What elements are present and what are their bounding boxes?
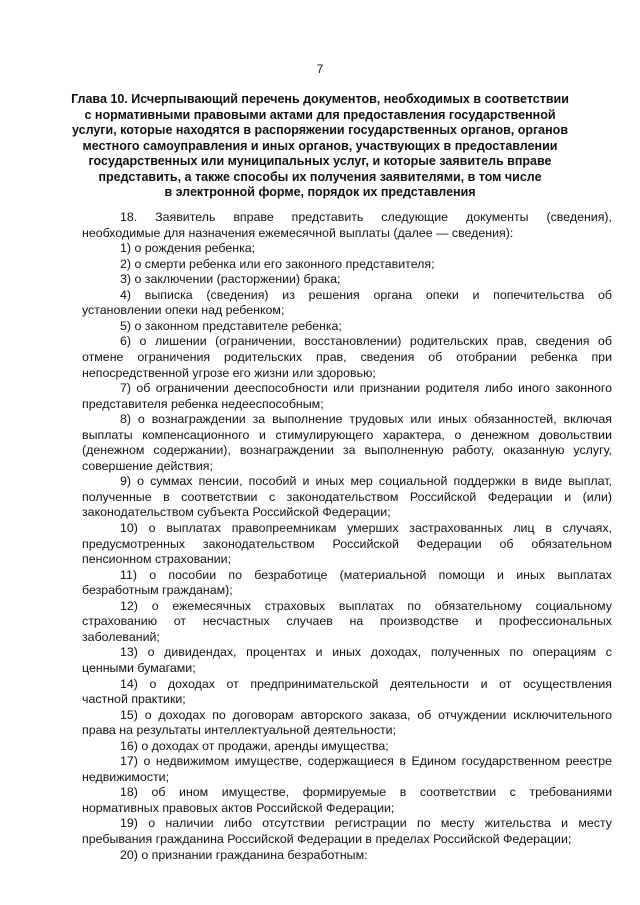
body-line: пребывания гражданина Российской Федерации в пределах Российской Федерации;: [82, 832, 572, 846]
body-line: пенсионном страховании;: [82, 552, 232, 567]
body-line: 1) о рождения ребенка;: [120, 241, 256, 256]
heading-line: местного самоуправления и иных органов, участвующих в предоставлении: [82, 138, 558, 153]
body-line: 9) о суммах пенсии, пособий и иных мер социальной поддержки в виде выплат,: [120, 474, 612, 489]
body-line: (денежном содержании), вознаграждении за выполненную работу, оказанную услугу,: [82, 443, 612, 458]
body-line: страхованию от несчастных случаев на производстве и профессиональных: [82, 614, 612, 629]
body-line: 7) об ограничении дееспособности или признании родителя либо иного законного: [120, 381, 612, 396]
body-line: 20) о признании гражданина безработным:: [120, 847, 368, 862]
body-line: 8) о вознаграждении за выполнение трудовых или иных обязанностей, включая: [120, 412, 612, 427]
body-line: 5) о законном представителе ребенка;: [120, 318, 342, 333]
body-line: 18. Заявитель вправе представить следующие документы (сведения),: [120, 210, 612, 224]
body-line: установлении опеки над ребенком;: [82, 303, 285, 318]
body-line: отмене ограничения родительских прав, сведения об отобрании ребенка при: [82, 349, 612, 364]
body-line: выплаты компенсационного и стимулирующего характера, о денежном довольствии: [82, 427, 612, 442]
body-line: законодательством субъекта Российской Федерации;: [82, 505, 391, 520]
body-line: 16) о доходах от продажи, аренды имущества;: [120, 738, 389, 753]
body-line: 18) об ином имуществе, формируемые в соответствии с требованиями: [120, 785, 612, 800]
body-line: безработным гражданам);: [82, 583, 233, 598]
body-line: 17) о недвижимом имуществе, содержащиеся в Едином государственном реестре: [120, 754, 612, 769]
heading-line: Глава 10. Исчерпывающий перечень документов, необходимых в соответствии: [71, 92, 569, 106]
body-line: предусмотренных законодательством Российской Федерации об обязательном: [82, 536, 612, 551]
body-line: 6) о лишении (ограничении, восстановлении) родительских прав, сведения об: [120, 334, 612, 349]
body-line: ценными бумагами;: [82, 660, 196, 675]
heading-line: представить, а также способы их получения заявителями, в том числе: [98, 169, 542, 184]
body-line: совершение действия;: [82, 458, 213, 473]
body-line: 12) о ежемесячных страховых выплатах по обязательному социальному: [120, 598, 612, 613]
body-line: права на результаты интеллектуальной деятельности;: [82, 723, 397, 738]
body-line: необходимые для назначения ежемесячной выплаты (далее — сведения):: [82, 225, 514, 240]
body-line: недвижимости;: [82, 769, 170, 784]
body-line: 19) о наличии либо отсутствии регистрации по месту жительства и месту: [120, 816, 612, 831]
body-line: 2) о смерти ребенка или его законного представителя;: [120, 256, 435, 271]
body-line: 13) о дивидендах, процентах и иных доходах, полученных по операциям с: [120, 645, 612, 660]
body-line: 15) о доходах по договорам авторского заказа, об отчуждении исключительного: [120, 707, 612, 722]
body-line: непосредственной угрозе его жизни или здоровью;: [82, 365, 376, 380]
body-line: полученные в соответствии с законодательством Российской Федерации и (или): [82, 489, 612, 504]
heading-line: в электронной форме, порядок их представления: [164, 185, 476, 199]
heading-line: с нормативными правовыми актами для предоставления государственной: [84, 107, 556, 122]
page-number: 7: [316, 62, 324, 76]
body-line: представителя ребенка недееспособным;: [82, 396, 324, 411]
heading-line: услуги, которые находятся в распоряжении государственных органов, органов: [71, 123, 569, 137]
heading-line: государственных или муниципальных услуг, и которые заявитель вправе: [88, 154, 552, 168]
body-line: заболеваний;: [82, 629, 160, 644]
body-line: 10) о выплатах правопреемникам умерших застрахованных лиц в случаях,: [120, 521, 612, 535]
body-line: 14) о доходах от предпринимательской деятельности и от осуществления: [120, 676, 612, 691]
body-line: частной практики;: [82, 692, 186, 707]
body-line: 11) о пособии по безработице (материальной помощи и иных выплатах: [120, 567, 612, 582]
body-line: 3) о заключении (расторжении) брака;: [120, 272, 341, 287]
body-line: нормативных правовых актов Российской Федерации;: [82, 800, 395, 815]
body-line: 4) выписка (сведения) из решения органа опеки и попечительства об: [120, 287, 612, 302]
